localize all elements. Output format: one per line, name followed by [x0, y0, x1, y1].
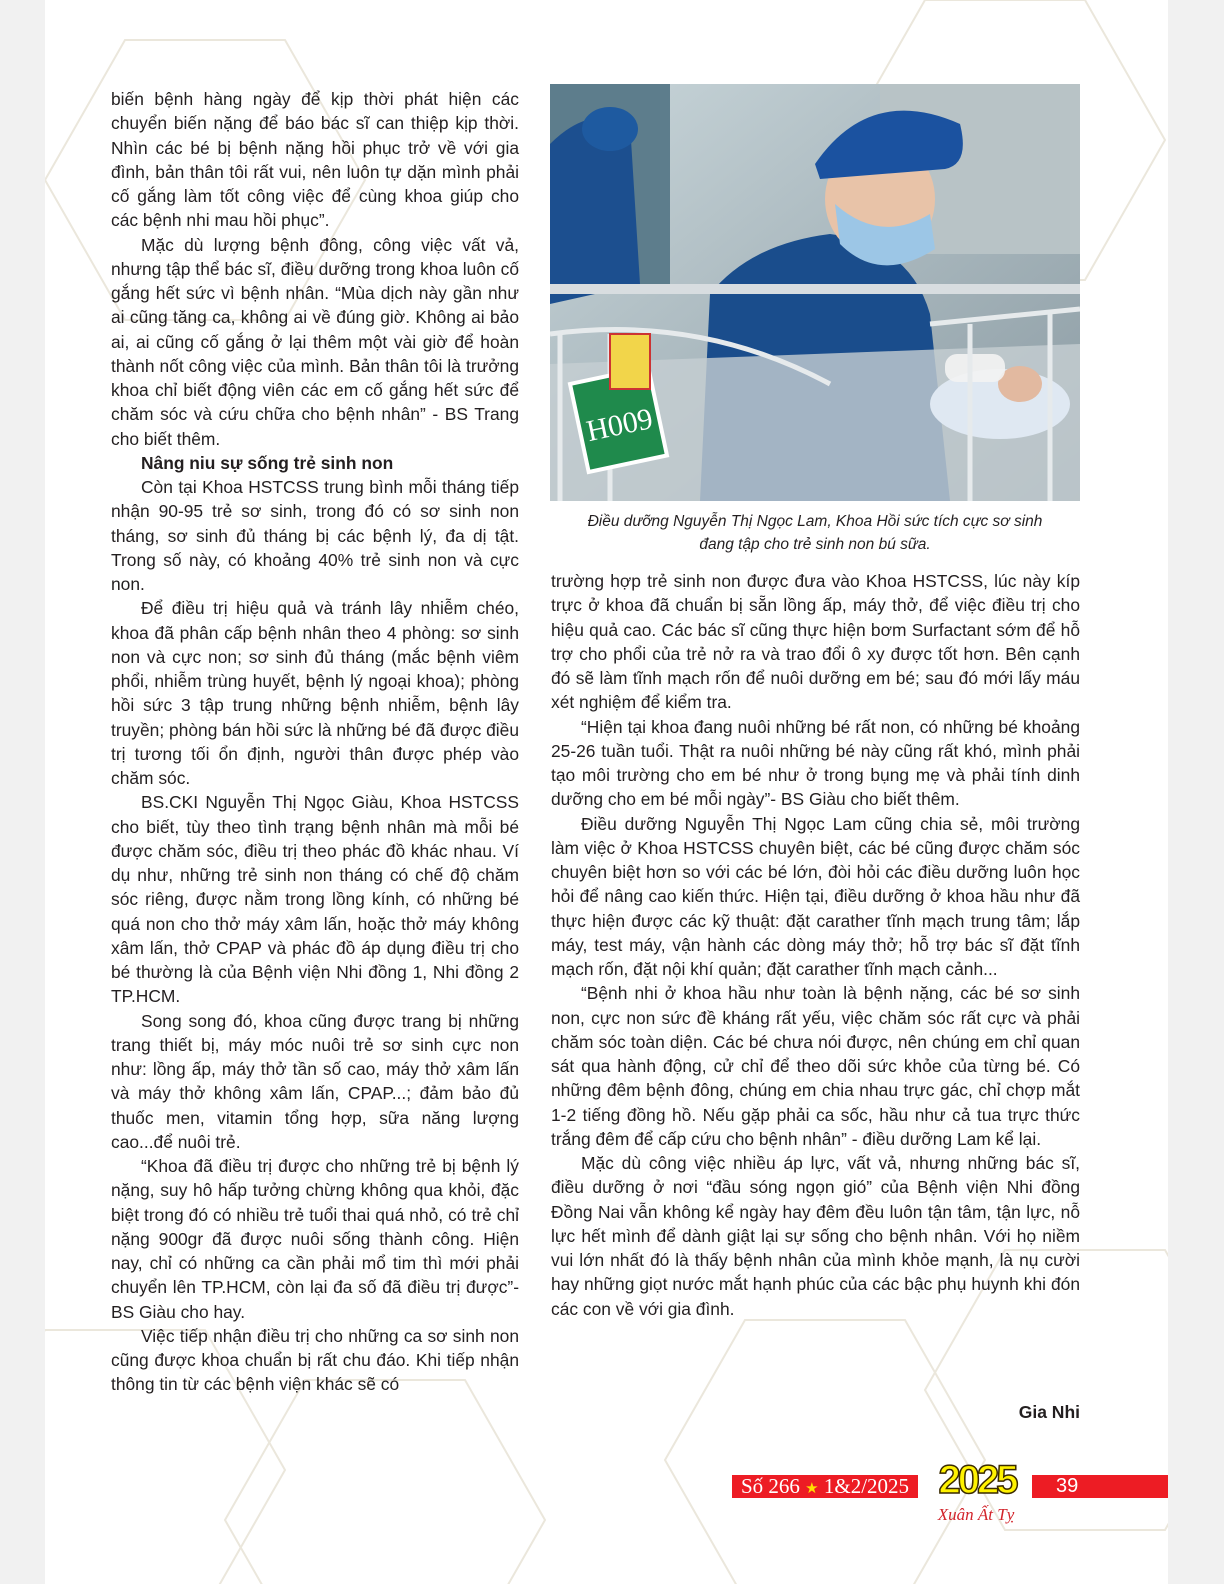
caption-line: đang tập cho trẻ sinh non bú sữa. — [699, 536, 931, 553]
article-photo — [550, 84, 1080, 501]
year-logo-subtitle: Xuân Ất Tỵ — [937, 1505, 1015, 1524]
article-paragraph: “Khoa đã điều trị được cho những trẻ bị bệnh lý nặng, suy hô hấp tưởng chừng không qua khỏi, đặc biệt trong đó có nhiều trẻ tuổi thai quá nhỏ, có trẻ chỉ nặng 900gr đã được nuôi sống thành công. Hiện nay, chỉ có những ca cần phải mổ tim thì mới phải chuyển lên TP.HCM, còn lại đa số đã điều trị được”- BS Giàu cho hay. — [111, 1156, 519, 1322]
magazine-page — [45, 0, 1168, 1584]
article-right-column — [551, 569, 1080, 1321]
article-paragraph: BS.CKI Nguyễn Thị Ngọc Giàu, Khoa HSTCSS cho biết, tùy theo tình trạng bệnh nhân mà mỗi bé được chăm sóc, điều trị theo phác đồ khác nhau. Ví dụ như, những trẻ sinh non tháng có chế độ chăm sóc riêng, được nằm trong lồng kính, có những bé quá non cho thở máy xâm lấn, hoặc thở máy không xâm lấn, thở CPAP và phác đồ áp dụng điều trị cho bé thường là của Bệnh viện Nhi đồng 1, Nhi đồng 2 TP.HCM. — [111, 792, 519, 1007]
photo-caption — [550, 510, 1080, 556]
article-paragraph: Mặc dù lượng bệnh đông, công việc vất vả, nhưng tập thể bác sĩ, điều dưỡng trong khoa luôn cố gắng hết sức vì bệnh nhân. “Mùa dịch này gần như ai cũng tăng ca, không ai về đúng giờ. Không ai bảo ai, ai cũng cố gắng ở lại thêm một vài giờ để hoàn thành nốt công việc của mình. Bản thân tôi là trưởng khoa chỉ biết động viên các em cố gắng hết sức để chăm sóc và cứu chữa cho bệnh nhân” - BS Trang cho biết thêm. — [111, 234, 519, 449]
article-paragraph: trường hợp trẻ sinh non được đưa vào Khoa HSTCSS, lúc này kíp trực ở khoa đã chuẩn bị sẵn lồng ấp, máy thở, để việc điều trị cho hiệu quả cao. Các bác sĩ cũng thực hiện bơm Surfactant sớm để hỗ trợ cho phổi của trẻ nở ra và trao đổi ô xy được tốt hơn. Bên cạnh đó sẽ làm tĩnh mạch rốn để nuôi dưỡng em bé; sau đó mới lấy máu xét nghiệm để kiểm tra. — [551, 571, 1080, 713]
issue-number: Số 266 — [740, 1474, 800, 1498]
article-paragraph: Còn tại Khoa HSTCSS trung bình mỗi tháng tiếp nhận 90-95 trẻ sơ sinh, trong đó có sơ sinh non tháng, sơ sinh đủ tháng bị các bệnh lý, đa dị tật. Trong số này, có khoảng 40% trẻ sinh non và cực non. — [111, 477, 519, 594]
author-byline: Gia Nhi — [1018, 1402, 1080, 1422]
nurse-feeding-baby-image — [550, 84, 1080, 501]
article-paragraph: Việc tiếp nhận điều trị cho những ca sơ sinh non cũng được khoa chuẩn bị rất chu đáo. Khi tiếp nhận thông tin từ các bệnh viện khác sẽ có — [111, 1325, 519, 1395]
year-logo: 2025 — [938, 1458, 1016, 1502]
article-paragraph: Để điều trị hiệu quả và tránh lây nhiễm chéo, khoa đã phân cấp bệnh nhân theo 4 phòng: sơ sinh non và cực non; sơ sinh đủ tháng (mắc bệnh viêm phổi, nhiễm trùng huyết, bệnh lý ngoại khoa); phòng hồi sức 3 tập trung những bệnh nhiễm, bệnh lây truyền; phòng bán hồi sức là những bé đã được điều trị tương tối ổn định, người thân được phép vào chăm sóc. — [111, 598, 519, 788]
article-paragraph: Mặc dù công việc nhiều áp lực, vất vả, nhưng những bác sĩ, điều dưỡng ở nơi “đầu sóng ngọn gió” của Bệnh viện Nhi đồng Đồng Nai vẫn không kể ngày hay đêm đều luôn tận tâm, tận lực, nỗ lực hết mình để dành giật lại sự sống cho bệnh nhân. Với họ niềm vui lớn nhất đó là thấy bệnh nhân của mình khỏe mạnh, là nụ cười hay những giọt nước mắt hạnh phúc của các bậc phụ huynh khi đón các con về với gia đình. — [551, 1153, 1080, 1319]
section-heading: Nâng niu sự sống trẻ sinh non — [141, 452, 394, 473]
issue-banner — [732, 1475, 918, 1498]
issue-date: 1&2/2025 — [823, 1474, 910, 1498]
article-paragraph: Điều dưỡng Nguyễn Thị Ngọc Lam cũng chia sẻ, môi trường làm việc ở Khoa HSTCSS chuyên biệt, các bé cũng được chăm sóc chuyên biệt hơn so với các bé lớn, đòi hỏi các điều dưỡng luôn học hỏi để nâng cao kiến thức. Hiện tại, điều dưỡng ở khoa hầu như đã thực hiện được các kỹ thuật: đặt carather tĩnh mạch trung tâm; lắp máy, test máy, vận hành các dòng máy thở; hỗ trợ bác sĩ đặt tĩnh mạch rốn, đặt nội khí quản; đặt carather tĩnh mạch cảnh... — [551, 813, 1080, 979]
article-left-column — [111, 87, 519, 1397]
incubator-sign: H009 — [583, 402, 656, 449]
article-paragraph: “Bệnh nhi ở khoa hầu như toàn là bệnh nặng, các bé sơ sinh non, cực non sức đề kháng rất yếu, việc chăm sóc rất cực và phải chăm sóc toàn diện. Các bé chưa nói được, nên chúng em chỉ quan sát qua hành động, cử chỉ để theo dõi sức khỏe của từng bé. Có những đêm bệnh đông, chúng em chia nhau trực gác, chỉ chợp mắt 1-2 tiếng đồng hồ. Nếu gặp phải ca sốc, hầu như cả tua trực thức trắng đêm để cấp cứu cho bệnh nhân” - điều dưỡng Lam kể lại. — [551, 983, 1080, 1149]
article-paragraph: “Hiện tại khoa đang nuôi những bé rất non, có những bé khoảng 25-26 tuần tuổi. Thật ra nuôi những bé này cũng rất khó, mình phải tạo môi trường cho em bé như ở trong bụng mẹ và phải tính dinh dưỡng cho em bé mỗi ngày”- BS Giàu cho biết thêm. — [551, 716, 1080, 810]
article-paragraph: biến bệnh hàng ngày để kịp thời phát hiện các chuyển biến nặng để báo bác sĩ can thiệp kịp thời. Nhìn các bé bị bệnh nặng hồi phục trở về với gia đình, bản thân tôi rất vui, nên luôn tự dặn mình phải cố gắng làm tốt công việc để cùng khoa giúp cho các bệnh nhi mau hồi phục”. — [111, 89, 519, 231]
page-number: 39 — [1032, 1475, 1168, 1498]
star-icon: ★ — [805, 1481, 819, 1497]
article-paragraph: Song song đó, khoa cũng được trang bị những trang thiết bị, máy móc nuôi trẻ sơ sinh cực non như: lồng ấp, máy thở tần số cao, máy thở xâm lấn và máy thở không xâm lấn, CPAP...; đảm bảo đủ thuốc men, vitamin tổng hợp, sữa năng lượng cao...để nuôi trẻ. — [111, 1010, 519, 1152]
caption-line: Điều dưỡng Nguyễn Thị Ngọc Lam, Khoa Hồi sức tích cực sơ sinh — [587, 513, 1043, 530]
